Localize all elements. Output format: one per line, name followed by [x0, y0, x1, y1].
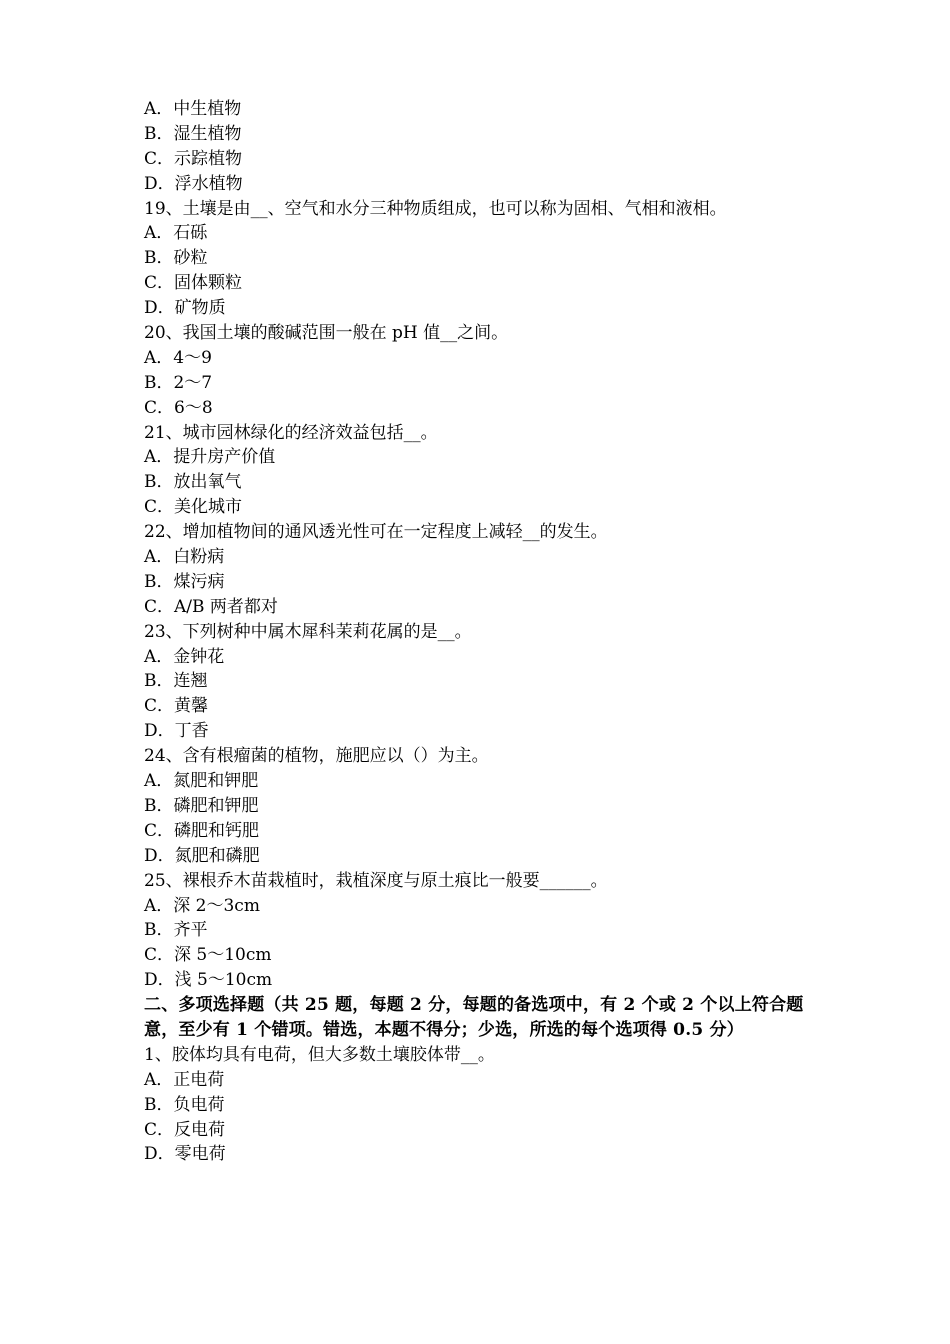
option: A．白粉病	[144, 547, 225, 568]
option: A．4～9	[144, 347, 212, 368]
multi-question-1	[144, 1043, 812, 1167]
option: B．砂粒	[144, 248, 208, 269]
option: C．黄馨	[144, 696, 209, 717]
question-stem: 21、城市园林绿化的经济效益包括__。	[144, 422, 438, 443]
option: C．固体颗粒	[144, 273, 243, 294]
option: B．2～7	[144, 372, 213, 393]
option-list	[144, 97, 812, 197]
option: C．A/B 两者都对	[144, 596, 278, 617]
question-stem: 25、裸根乔木苗栽植时，栽植深度与原土痕比一般要______。	[144, 870, 608, 891]
option: B．齐平	[144, 920, 208, 941]
option: B．放出氧气	[144, 472, 242, 493]
option: C．深 5～10cm	[144, 945, 272, 966]
option: A．金钟花	[144, 646, 225, 667]
section-heading: 二、多项选择题（共 25 题，每题 2 分，每题的备选项中，有 2 个或 2 个以上符合题意，至少有 1 个错项。错选，本题不得分；少选，所选的每个选项得 0.5 分）	[144, 995, 804, 1040]
document-page	[144, 97, 812, 1167]
option: D．浮水植物	[144, 173, 243, 194]
question-23	[144, 620, 812, 744]
option: B．湿生植物	[144, 123, 242, 144]
option: C．反电荷	[144, 1119, 226, 1140]
option: D．氮肥和磷肥	[144, 845, 260, 866]
option: A．石砾	[144, 223, 208, 244]
question-stem: 19、土壤是由__、空气和水分三种物质组成，也可以称为固相、气相和液相。	[144, 198, 727, 219]
option: C．示踪植物	[144, 148, 243, 169]
option: A．氮肥和钾肥	[144, 771, 259, 792]
option: C．美化城市	[144, 497, 243, 518]
question-stem: 22、增加植物间的通风透光性可在一定程度上减轻__的发生。	[144, 522, 608, 543]
option: B．磷肥和钾肥	[144, 795, 259, 816]
option: B．负电荷	[144, 1094, 225, 1115]
option: C．6～8	[144, 397, 213, 418]
option: D．丁香	[144, 721, 209, 742]
option: B．连翘	[144, 671, 208, 692]
option: A．提升房产价值	[144, 447, 276, 468]
question-22	[144, 520, 812, 620]
question-stem: 23、下列树种中属木犀科茉莉花属的是__。	[144, 621, 472, 642]
option: A．深 2～3cm	[144, 895, 260, 916]
option: D．矿物质	[144, 298, 226, 319]
question-21	[144, 421, 812, 521]
option: A．正电荷	[144, 1069, 225, 1090]
question-25	[144, 869, 812, 993]
option: A．中生植物	[144, 99, 242, 119]
question-stem: 20、我国土壤的酸碱范围一般在 pH 值__之间。	[144, 323, 509, 344]
option: C．磷肥和钙肥	[144, 820, 260, 841]
question-20	[144, 321, 812, 421]
question-stem: 24、含有根瘤菌的植物，施肥应以（）为主。	[144, 746, 489, 767]
option: B．煤污病	[144, 571, 225, 592]
option: D．浅 5～10cm	[144, 970, 273, 991]
option: D．零电荷	[144, 1144, 226, 1165]
question-stem: 1、胶体均具有电荷，但大多数土壤胶体带__。	[144, 1044, 495, 1065]
question-19	[144, 197, 812, 321]
question-24	[144, 744, 812, 868]
